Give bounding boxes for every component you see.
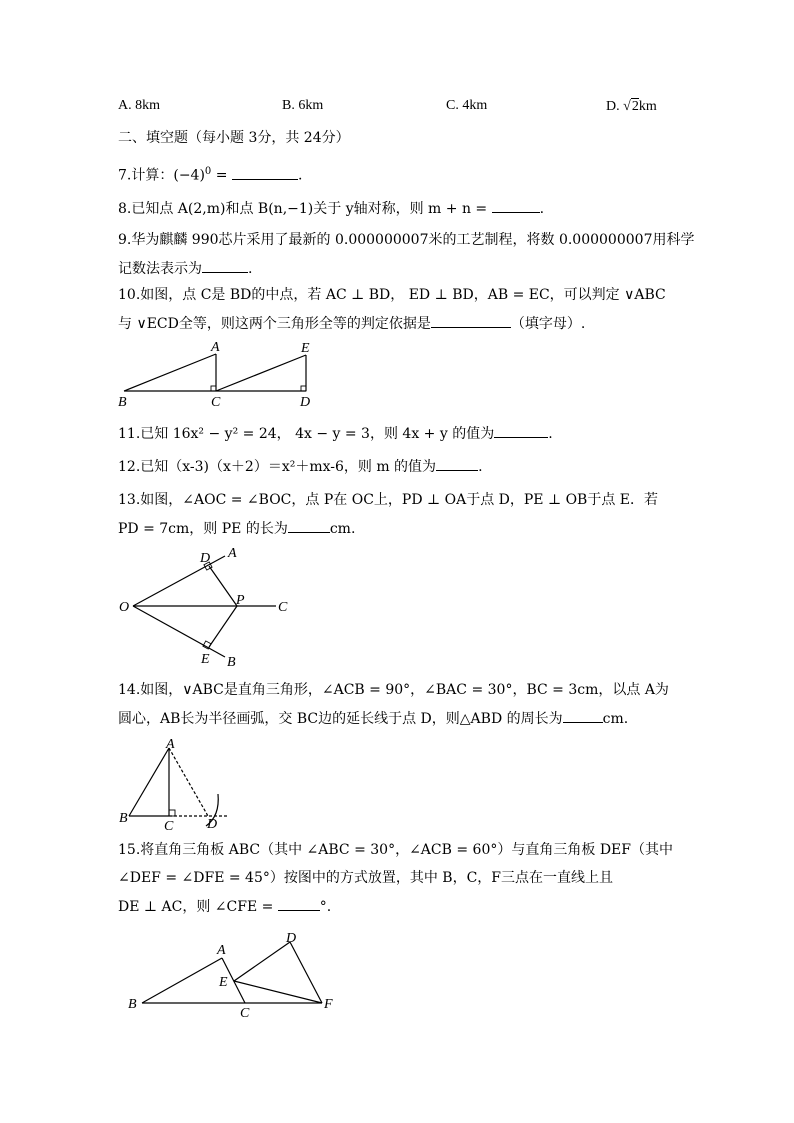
fig15-label-c: C (240, 1006, 250, 1021)
fig13-label-d: D (200, 551, 211, 566)
section-title: 二、填空题（每小题 3分，共 24分） (118, 130, 350, 146)
q14-end: . (623, 711, 629, 727)
q11-end: . (548, 426, 553, 442)
question-14-line1: 14.如图，∨ABC是直角三角形，∠ACB = 90°，∠BAC = 30°，BC = 3cm，以点 A为 (118, 682, 669, 698)
option-d-unit: km (638, 99, 657, 114)
q8-end: . (539, 201, 545, 217)
fig15-label-f: F (324, 997, 333, 1012)
q13-end: . (350, 521, 356, 537)
q12-text: 12.已知（x-3)（x＋2）＝x²＋mx-6，则 m 的值为 (118, 459, 437, 475)
fig13-label-a: A (228, 546, 237, 561)
q10-end: （填字母）. (510, 316, 586, 332)
fig14-label-b: B (119, 811, 128, 826)
question-9-line1: 9.华为麒麟 990芯片采用了最新的 0.000000007米的工艺制程，将数 0.000000007用科学 (118, 232, 695, 248)
question-15-line1: 15.将直角三角板 ABC（其中 ∠ABC = 30°，∠ACB = 60°）与直角三角板 DEF（其中 (118, 842, 673, 858)
q10-text: 与 ∨ECD全等，则这两个三角形全等的判定依据是 (118, 316, 431, 332)
q9-end: . (248, 261, 253, 277)
fig13-label-o: O (119, 600, 130, 615)
fig13-label-p: P (236, 593, 245, 608)
fig15-label-d: D (286, 931, 297, 946)
q9-text: 记数法表示为 (118, 261, 202, 277)
fig14-label-c: C (164, 819, 174, 834)
q14-unit: cm (602, 711, 624, 727)
q13-unit: cm (329, 521, 351, 537)
fig10-label-d: D (300, 395, 311, 410)
fig15-segment-ed (234, 942, 290, 981)
q11-text: 11.已知 16x² − y² = 24， 4x − y = 3，则 4x + y 的值为 (118, 426, 495, 442)
option-a: A. 8km (118, 98, 160, 113)
q7-suffix: = (211, 167, 232, 184)
fig13-label-e: E (201, 652, 210, 667)
q7-exponent: 0 (204, 166, 212, 177)
fig15-segment-ef (234, 981, 322, 1003)
fig10-label-b: B (118, 395, 127, 410)
fig15-label-e: E (219, 975, 228, 990)
q7-end: . (297, 167, 303, 184)
fig15-segment-ba (142, 958, 222, 1003)
option-d-radicand: 2 (631, 99, 639, 114)
fig15-label-b: B (128, 997, 137, 1012)
fig10-label-c: C (211, 395, 221, 410)
q8-text: 8.已知点 A(2,m)和点 B(n,−1)关于 y轴对称，则 m + n = (118, 201, 492, 217)
option-d-radical: √ (623, 99, 631, 114)
fig10-label-e: E (301, 341, 310, 356)
fig13-label-c: C (278, 600, 288, 615)
q12-end: . (478, 459, 483, 475)
fig13-label-b: B (227, 655, 236, 670)
fig10-label-a: A (211, 340, 220, 355)
q14-text: 圆心，AB长为半径画弧，交 BC边的延长线于点 D，则△ABD 的周长为 (118, 711, 563, 727)
fig14-label-a: A (166, 737, 175, 752)
question-13-line1: 13.如图，∠AOC = ∠BOC，点 P在 OC上，PD ⊥ OA于点 D，PE ⊥ OB于点 E．若 (118, 492, 659, 508)
q15-text: DE ⊥ AC，则 ∠CFE = (118, 899, 278, 915)
option-b: B. 6km (282, 98, 324, 113)
question-15-line2: ∠DEF = ∠DFE = 45°）按图中的方式放置，其中 B，C，F三点在一直线上且 (118, 870, 614, 886)
fig15-segment-df (290, 942, 322, 1003)
q15-end: °. (319, 899, 332, 915)
q7-text: 7.计算：(−4) (118, 167, 205, 184)
fig14-label-d: D (207, 817, 218, 832)
question-10-line1: 10.如图，点 C是 BD的中点，若 AC ⊥ BD， ED ⊥ BD，AB = EC，可以判定 ∨ABC (118, 287, 666, 303)
option-c: C. 4km (446, 98, 488, 113)
fig15-label-a: A (217, 943, 226, 958)
option-d-prefix: D. (606, 99, 620, 114)
q13-text: PD = 7cm，则 PE 的长为 (118, 521, 288, 537)
